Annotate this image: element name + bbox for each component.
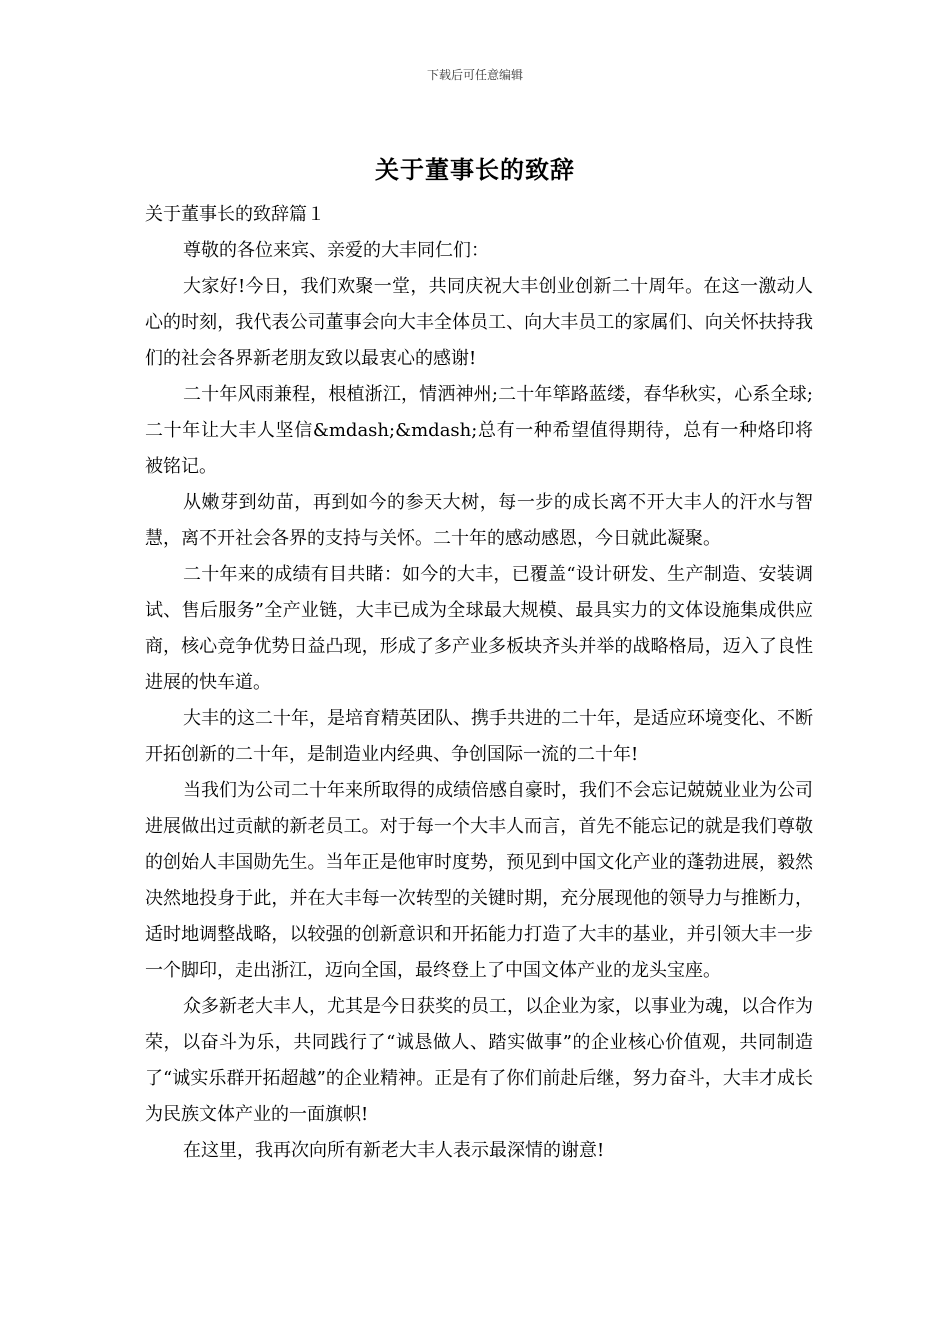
paragraph: 众多新老大丰人，尤其是今日获奖的员工，以企业为家，以事业为魂，以合作为荣，以奋斗为乐，共同践行了“诚恳做人、踏实做事”的企业核心价值观，共同制造了“诚实乐群开拓超越”的企业精神。正是有了你们前赴后继，努力奋斗，大丰才成长为民族文体产业的一面旗帜! <box>145 996 813 1125</box>
paragraph-closing: 在这里，我再次向所有新老大丰人表示最深情的谢意! <box>183 1140 605 1161</box>
paragraph: 大丰的这二十年，是培育精英团队、携手共进的二十年，是适应环境变化、不断开拓创新的二十年，是制造业内经典、争创国际一流的二十年! <box>145 708 813 765</box>
paragraph-greeting: 尊敬的各位来宾、亲爱的大丰同仁们： <box>183 240 489 261</box>
paragraph: 二十年来的成绩有目共睹：如今的大丰，已覆盖“设计研发、生产制造、安装调试、售后服务”全产业链，大丰已成为全球最大规模、最具实力的文体设施集成供应商，核心竞争优势日益凸现，形成了多产业多板块齐头并举的战略格局，迈入了良性进展的快车道。 <box>145 564 813 693</box>
section-subtitle: 关于董事长的致辞篇１ <box>145 204 325 225</box>
paragraph: 从嫩芽到幼苗，再到如今的参天大树，每一步的成长离不开大丰人的汗水与智慧，离不开社会各界的支持与关怀。二十年的感动感恩，今日就此凝聚。 <box>145 492 813 549</box>
document-body <box>145 197 813 1169</box>
paragraph: 大家好!今日，我们欢聚一堂，共同庆祝大丰创业创新二十周年。在这一激动人心的时刻，我代表公司董事会向大丰全体员工、向大丰员工的家属们、向关怀扶持我们的社会各界新老朋友致以最衷心的感谢! <box>145 276 813 369</box>
header-note: 下载后可任意编辑 <box>426 68 523 82</box>
document-title: 关于董事长的致辞 <box>375 155 575 184</box>
paragraph: 当我们为公司二十年来所取得的成绩倍感自豪时，我们不会忘记兢兢业业为公司进展做出过贡献的新老员工。对于每一个大丰人而言，首先不能忘记的就是我们尊敬的创始人丰国勋先生。当年正是他审时度势，预见到中国文化产业的蓬勃进展，毅然决然地投身于此，并在大丰每一次转型的关键时期，充分展现他的领导力与推断力，适时地调整战略，以较强的创新意识和开拓能力打造了大丰的基业，并引领大丰一步一个脚印，走出浙江，迈向全国，最终登上了中国文体产业的龙头宝座。 <box>145 780 813 981</box>
paragraph: 二十年风雨兼程，根植浙江，情洒神州;二十年筚路蓝缕，春华秋实，心系全球;二十年让大丰人坚信&mdash;&mdash;总有一种希望值得期待，总有一种烙印将被铭记。 <box>145 384 813 477</box>
